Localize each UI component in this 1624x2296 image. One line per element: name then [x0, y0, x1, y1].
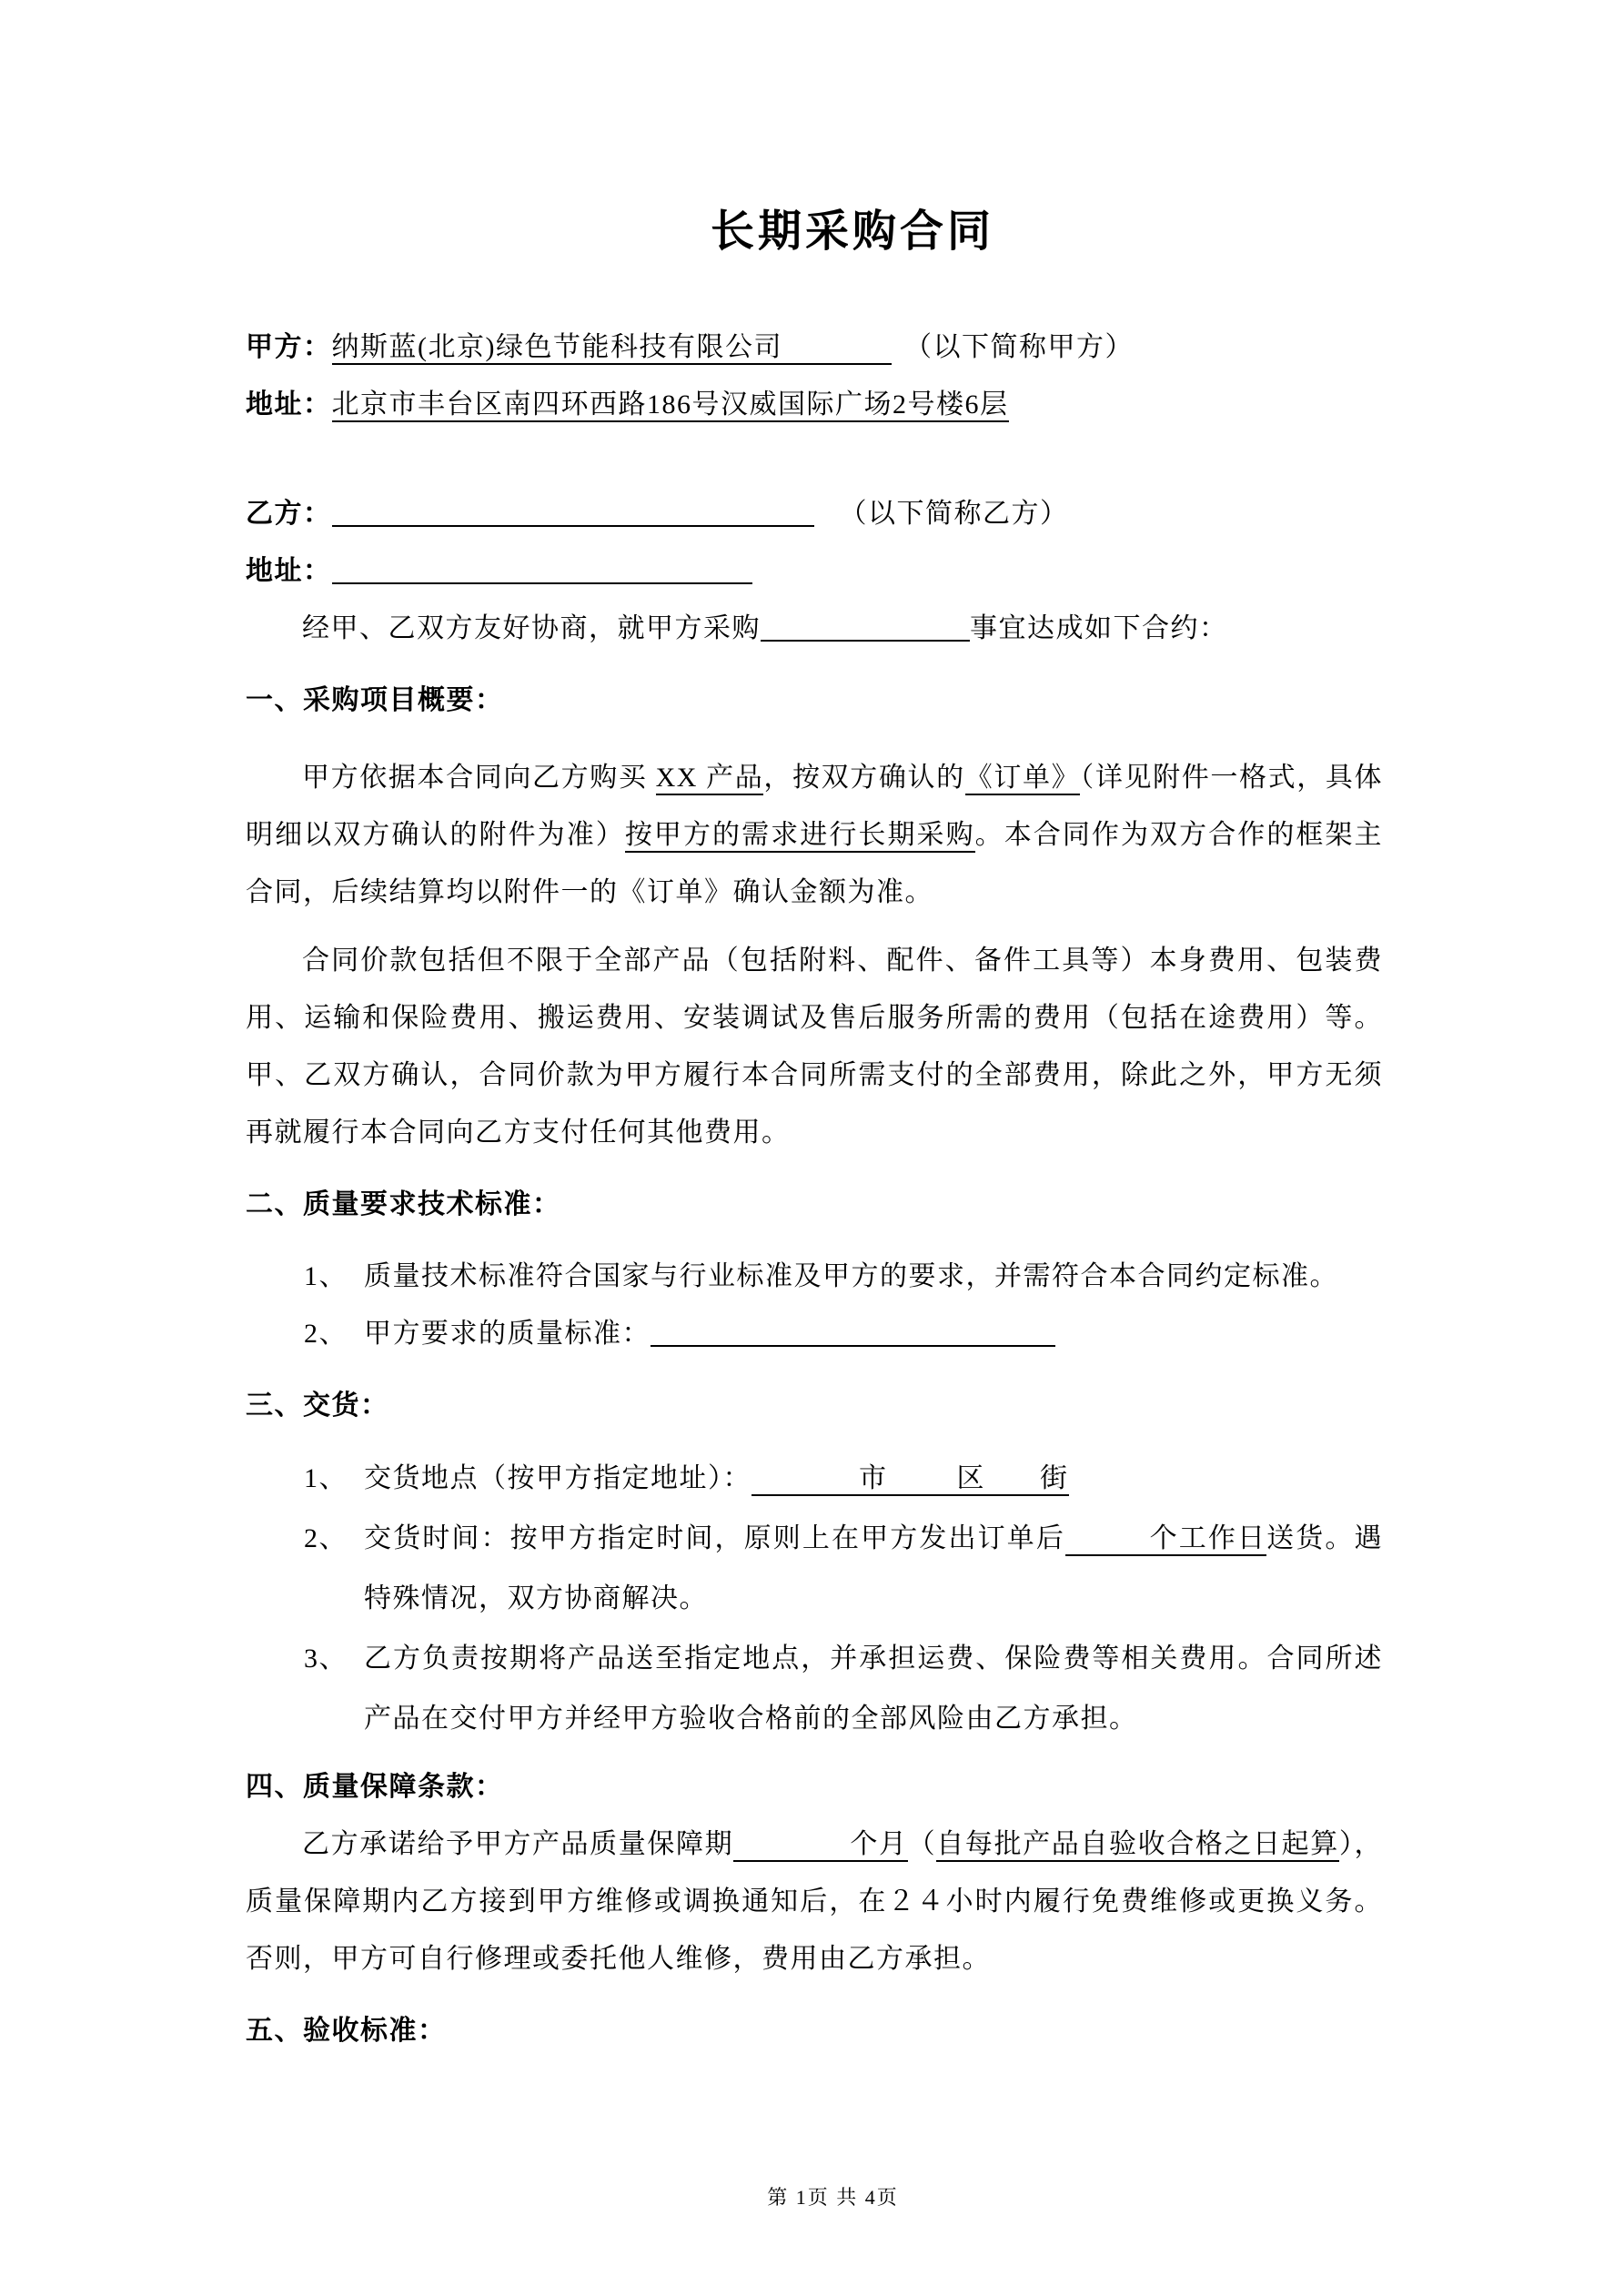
text-run: 甲方依据本合同向乙方购买 — [302, 763, 656, 793]
item-text: 乙方负责按期将产品送至指定地点，并承担运费、保险费等相关费用。合同所述产品在交付甲方并经甲方验收合格前的全部风险由乙方承担。 — [364, 1644, 1383, 1734]
blank-line — [246, 433, 1383, 485]
list-number: 2、 — [304, 1319, 348, 1349]
list-number: 3、 — [304, 1644, 348, 1674]
section-3-heading: 三、交货： — [246, 1391, 389, 1421]
party-a-address-label: 地址： — [246, 389, 332, 420]
item-text: 交货时间：按甲方指定时间，原则上在甲方发出订单后 — [364, 1523, 1065, 1553]
months-label: 个月 — [850, 1829, 908, 1859]
intro-text-after-blank: 事宜达成如下合约： — [970, 613, 1228, 643]
list-number: 1、 — [304, 1261, 348, 1291]
party-b-alias: （以下简称乙方） — [839, 499, 1069, 529]
text-run: ，按双方确认的 — [763, 763, 965, 793]
list-number: 1、 — [304, 1463, 348, 1493]
page-title: 长期采购合同 — [710, 207, 994, 256]
party-a-name-trailing-blank — [782, 355, 892, 356]
party-a-alias: （以下简称甲方） — [903, 332, 1134, 362]
party-b-line — [246, 485, 1383, 542]
item-text: 质量技术标准符合国家与行业标准及甲方的要求，并需符合本合同约定标准。 — [364, 1261, 1338, 1291]
section-5-heading: 五、验收标准： — [246, 2016, 447, 2046]
page-footer: 第 1页 共 4页 — [767, 2186, 899, 2209]
purchase-subject-blank — [761, 612, 970, 642]
street-char: 街 — [1040, 1463, 1069, 1493]
section-4-paragraph — [246, 1816, 1383, 1988]
paren-close: ） — [1338, 1829, 1355, 1859]
party-b-name-blank — [332, 498, 814, 527]
section-1-heading: 一、采购项目概要： — [246, 685, 504, 715]
working-days-label: 个工作日 — [1149, 1523, 1267, 1553]
text-run: （详见附件一格式，具体明细以双方确认的附件为准） — [246, 763, 1384, 850]
party-a-address-value: 北京市丰台区南四环西路186号汉威国际广场2号楼6层 — [332, 389, 1009, 422]
section-3-item-1 — [246, 1449, 1383, 1509]
text-run: ，质量保障期内乙方接到甲方维修或调换通知后，在２４小时内履行免费维修或更换义务。否则，甲方可自行修理或委托他人维修，费用由乙方承担。 — [246, 1829, 1384, 1974]
fill-in-gap — [1065, 1546, 1149, 1547]
section-2-item-2 — [246, 1305, 1383, 1362]
paren-open: （ — [907, 1829, 937, 1859]
fill-in-gap — [985, 1486, 1040, 1487]
item-text: 交货地点（按甲方指定地址）： — [364, 1463, 751, 1493]
section-3-item-3 — [246, 1629, 1383, 1749]
warranty-months-blank — [733, 1829, 907, 1862]
section-3-item-2 — [246, 1509, 1383, 1629]
city-char: 市 — [859, 1463, 888, 1493]
delivery-address-blank — [751, 1463, 1069, 1496]
section-4-heading: 四、质量保障条款： — [246, 1772, 504, 1802]
party-a-address-line — [246, 376, 1383, 433]
section-1-paragraph-2: 合同价款包括但不限于全部产品（包括附料、配件、备件工具等）本身费用、包装费用、运输和保险费用、搬运费用、安装调试及售后服务所需的费用（包括在途费用）等。甲、乙双方确认，合同价款为甲方履行本合同所需支付的全部费用，除此之外，甲方无须再就履行本合同向乙方支付任何其他费用。 — [246, 946, 1383, 1148]
item-text: 送货。遇特殊情况，双方协商解决。 — [364, 1523, 1383, 1613]
party-b-address-line — [246, 542, 1383, 600]
spacing-gap — [892, 355, 904, 356]
section-2-item-1 — [246, 1248, 1383, 1305]
spacing-gap — [814, 521, 840, 522]
district-char: 区 — [956, 1463, 985, 1493]
party-b-address-label: 地址： — [246, 556, 332, 586]
order-term-underlined: 《订单》 — [965, 763, 1081, 795]
party-section — [246, 319, 1383, 600]
text-run: 乙方承诺给予甲方产品质量保障期 — [302, 1829, 734, 1859]
party-b-address-blank — [332, 555, 752, 584]
fill-in-gap — [888, 1486, 957, 1487]
item-text: 甲方要求的质量标准： — [364, 1319, 651, 1349]
text-run: 。本合同作为双方合作的框架主合同，后续结算均以附件一的《订单》确认金额为准。 — [246, 820, 1384, 907]
section-1-paragraph-1 — [246, 749, 1383, 921]
warranty-start-underlined: 自每批产品自验收合格之日起算 — [936, 1829, 1339, 1862]
section-2-heading: 二、质量要求技术标准： — [246, 1189, 561, 1219]
fill-in-gap — [751, 1486, 859, 1487]
fill-in-gap — [733, 1852, 850, 1853]
quality-standard-blank — [651, 1318, 1055, 1347]
party-b-label: 乙方： — [246, 499, 332, 529]
party-a-line — [246, 319, 1383, 376]
intro-paragraph — [246, 600, 1383, 657]
intro-text-before-blank: 经甲、乙双方友好协商，就甲方采购 — [302, 613, 761, 643]
party-a-name: 纳斯蓝(北京)绿色节能科技有限公司 — [331, 332, 782, 362]
party-a-name-underlined — [332, 332, 892, 365]
demand-term-underlined: 按甲方的需求进行长期采购 — [625, 820, 975, 853]
list-number: 2、 — [304, 1523, 348, 1553]
working-days-blank — [1065, 1523, 1266, 1556]
product-name-underlined: XX 产品 — [656, 763, 764, 795]
party-a-label: 甲方： — [246, 332, 332, 362]
